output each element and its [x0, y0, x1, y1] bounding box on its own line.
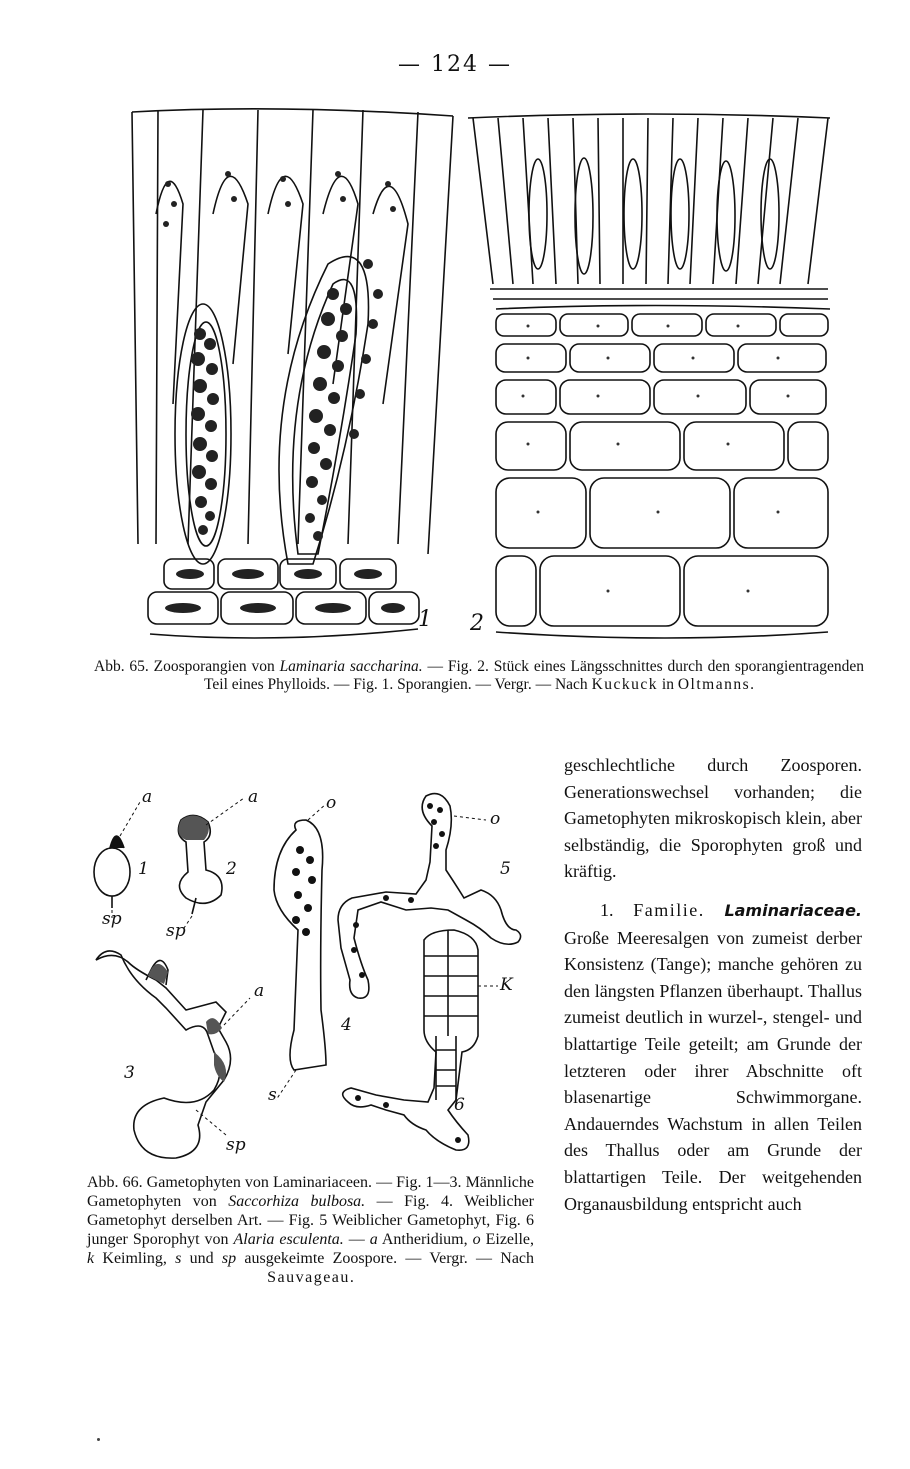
fig66-label-o5: o	[490, 809, 501, 829]
body-paragraph-2: 1. Familie. Laminariaceae. Große Meeresalgen von zumeist derber Konsistenz (Tange); manche gehören zu den längsten Pflanzen überhaupt. Thallus zumeist deutlich in wurzel-, stengel- und blattartige Teile geteilt; am Grunde der letzteren oder ihrer Abschnitte oft blasenartige Schwimmorgane. Andauerndes Wachstum in allen Teilen des Thallus oder am Grunde der blattartigen Teile. Der weitgehenden Organausbildung entspricht auch	[564, 899, 863, 1214]
fig66-label-sp1: sp	[102, 909, 122, 929]
fig65-label-1: 1	[418, 607, 432, 632]
family-name-laminariaceae: Laminariaceae.	[724, 900, 863, 920]
figure-66-caption: Abb. 66. Gametophyten von Laminariaceen. — Fig. 1—3. Männliche Gametophyten von Saccorhiza bulbosa. — Fig. 4. Weiblicher Gametophyt derselben Art. — Fig. 5 Weiblicher Gametophyt, Fig. 6 junger Sporophyt von Alaria esculenta. — a Antheridium, o Eizelle, k Keimling, s und sp ausgekeimte Zoospore. — Vergr. — Nach Sauvageau.	[87, 1174, 535, 1286]
fig66-label-6: 6	[454, 1095, 465, 1115]
fig66-label-4: 4	[341, 1015, 352, 1035]
fig66-label-sp3: sp	[226, 1135, 246, 1155]
fig66-stippling	[110, 803, 461, 1143]
fig66-label-s4: s	[268, 1085, 277, 1105]
fig66-gametophyte-4	[274, 820, 326, 1070]
fig66-sporophyte-6	[343, 930, 478, 1150]
figure-65-illustration	[128, 104, 834, 652]
figure-66-illustration	[86, 780, 536, 1175]
body-text-column	[564, 752, 862, 1217]
page-number: — 124 —	[398, 52, 512, 77]
fig65-section-dotting	[522, 325, 790, 593]
fig66-label-a3: a	[254, 981, 265, 1001]
figure-65-caption: Abb. 65. Zoosporangien von Laminaria saccharina. — Fig. 2. Stück eines Längsschnittes durch den sporangientragenden Teil eines Phylloids. — Fig. 1. Sporangien. — Vergr. — Nach Kuckuck in Oltmanns.	[94, 658, 864, 693]
fig65-panel-1-sporangia	[132, 109, 453, 638]
fig66-label-sp2: sp	[166, 921, 186, 941]
body-paragraph-1: geschlechtliche durch Zoosporen. Generationswechsel vorhanden; die Gametophyten mikroskopisch klein, aber selbständig, die Sporophyten groß und kräftig.	[564, 755, 862, 882]
fig65-label-2: 2	[470, 611, 484, 636]
fig66-label-3: 3	[124, 1063, 135, 1083]
fig66-label-1: 1	[138, 859, 149, 879]
fig66-label-a1: a	[142, 787, 153, 807]
fig66-label-5: 5	[500, 859, 511, 879]
fig65-panel-2-longitudinal-section	[468, 114, 830, 638]
fig66-label-a2: a	[248, 787, 259, 807]
fig66-label-k6: K	[500, 975, 513, 995]
page-speck	[97, 1438, 100, 1441]
fig66-leader-lines	[112, 798, 501, 1135]
fig66-label-2: 2	[226, 859, 237, 879]
fig66-label-o4: o	[326, 793, 337, 813]
